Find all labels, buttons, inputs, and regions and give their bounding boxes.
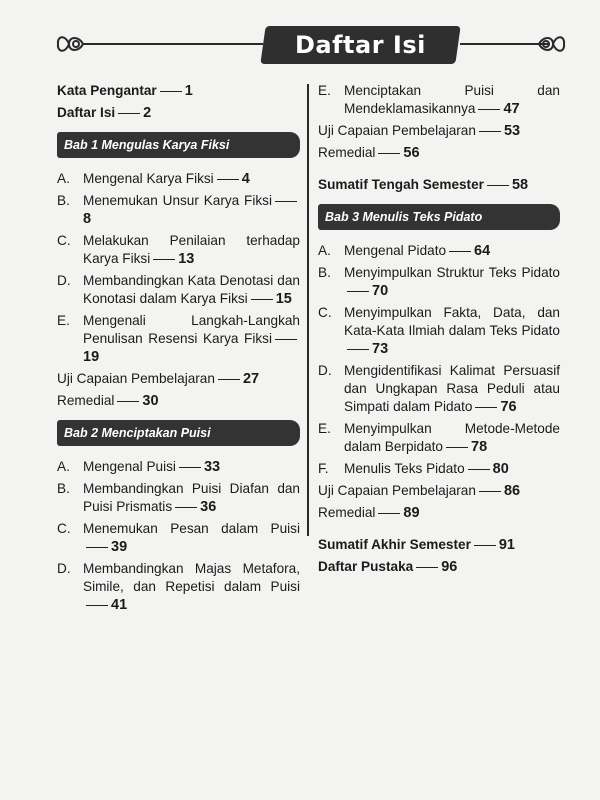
scroll-ornament-right-icon xyxy=(525,30,567,58)
toc-item: B. Menemukan Unsur Karya Fiksi8 xyxy=(57,192,300,228)
toc-entry-uji-bab3: Uji Capaian Pembelajaran 86 xyxy=(318,483,521,499)
toc-item: D. Mengidentifikasi Kalimat Persuasif dan Ungkapan Rasa Peduli atau Simpati dalam Pidato 76 xyxy=(318,363,560,415)
toc-item: A. Mengenal Puisi 33 xyxy=(57,459,221,475)
right-column xyxy=(318,82,560,580)
toc-entry-sumatif-akhir: Sumatif Akhir Semester 91 xyxy=(318,537,515,553)
toc-entry-remedial-bab3: Remedial 89 xyxy=(318,505,420,521)
scroll-ornament-left-icon xyxy=(55,30,97,58)
toc-entry-daftar-pustaka: Daftar Pustaka 96 xyxy=(318,559,458,575)
toc-item: C. Menyimpulkan Fakta, Data, dan Kata-Kata Ilmiah dalam Teks Pidato73 xyxy=(318,305,560,357)
toc-item: B. Membandingkan Puisi Diafan dan Puisi Prismatis 36 xyxy=(57,481,300,515)
toc-item: A. Mengenal Karya Fiksi 4 xyxy=(57,171,250,187)
left-column xyxy=(57,82,300,618)
toc-item: E. Mengenali Langkah-Langkah Penulisan Resensi Karya Fiksi19 xyxy=(57,313,300,365)
toc-entry-daftar-isi: Daftar Isi 2 xyxy=(57,105,152,121)
header-rule-left xyxy=(95,43,263,45)
toc-item: A. Mengenal Pidato 64 xyxy=(318,243,491,259)
toc-item: C. Menemukan Pesan dalam Puisi39 xyxy=(57,521,300,555)
toc-item: B. Menyimpulkan Struktur Teks Pidato70 xyxy=(318,265,560,299)
toc-entry-sumatif-tengah: Sumatif Tengah Semester 58 xyxy=(318,177,529,193)
toc-item: D. Membandingkan Majas Metafora, Simile, dan Repetisi dalam Puisi41 xyxy=(57,561,300,613)
title-banner xyxy=(260,26,460,64)
toc-item: F. Menulis Teks Pidato 80 xyxy=(318,461,509,477)
toc-item: C. Melakukan Penilaian terhadap Karya Fiksi 13 xyxy=(57,233,300,267)
chapter-banner-bab3: Bab 3 Menulis Teks Pidato xyxy=(318,204,560,230)
toc-item: E. Menciptakan Puisi dan Mendeklamasikannya 47 xyxy=(318,83,560,117)
toc-entry-remedial-bab1: Remedial 30 xyxy=(57,393,159,409)
toc-entry-kata-pengantar: Kata Pengantar 1 xyxy=(57,83,193,99)
chapter-banner-bab1: Bab 1 Mengulas Karya Fiksi xyxy=(57,132,300,158)
chapter-banner-bab2: Bab 2 Menciptakan Puisi xyxy=(57,420,300,446)
toc-entry-uji-bab1: Uji Capaian Pembelajaran 27 xyxy=(57,371,260,387)
header xyxy=(55,22,565,68)
toc-item: D. Membandingkan Kata Denotasi dan Konotasi dalam Karya Fiksi 15 xyxy=(57,273,300,307)
toc-entry-uji-bab2: Uji Capaian Pembelajaran 53 xyxy=(318,123,521,139)
toc-item: E. Menyimpulkan Metode-Metode dalam Berpidato 78 xyxy=(318,421,560,455)
column-divider xyxy=(307,84,309,536)
page-title: Daftar Isi xyxy=(295,31,426,59)
toc-entry-remedial-bab2: Remedial 56 xyxy=(318,145,420,161)
